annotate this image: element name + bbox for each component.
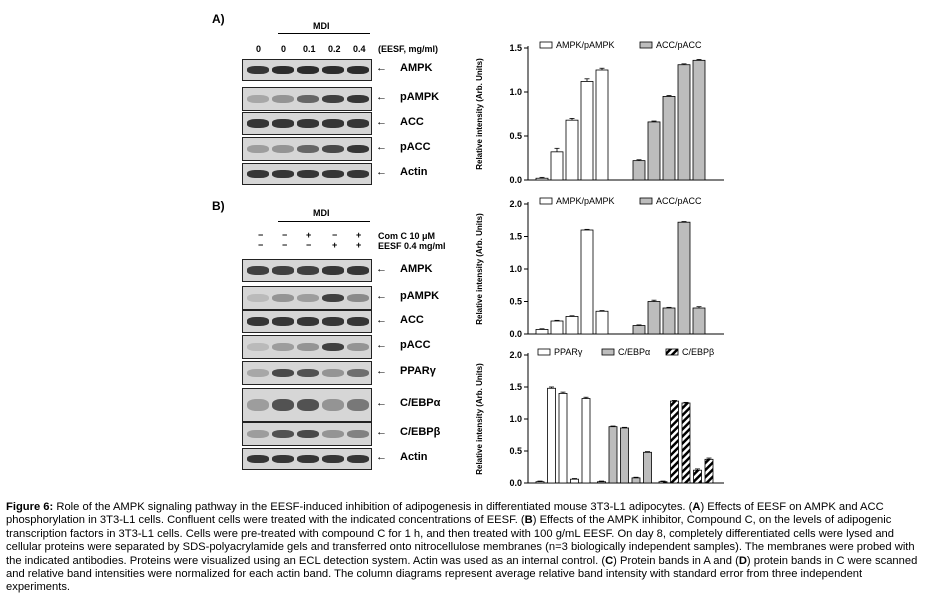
protein-band [247, 119, 269, 127]
bar [663, 308, 675, 334]
legend-swatch [538, 349, 550, 355]
protein-band [297, 430, 319, 439]
western-blot-strip [242, 422, 372, 446]
bar [678, 222, 690, 334]
bar [705, 459, 713, 483]
bar [644, 452, 652, 483]
panel-a-mdi-line [278, 33, 370, 34]
protein-band [347, 455, 369, 463]
panel-a-lane-label: 0.1 [303, 44, 316, 54]
legend-swatch [602, 349, 614, 355]
arrow-icon: ← [376, 166, 387, 178]
caption-text [6, 501, 917, 593]
caption-part: ) Effects of EESF on AMPK and ACC phosphorylation in 3T3-L1 cells. Confluent cells were treated with the indicated concentrations of EESF. ( [6, 501, 884, 527]
y-tick-label: 2.0 [509, 350, 522, 360]
treatment-sign: + [356, 240, 362, 250]
caption-part: Role of the AMPK signaling pathway in the EESF-induced inhibition of adipogenesis in differentiated mouse 3T3-L1 adipocytes. ( [53, 501, 693, 513]
protein-band [272, 343, 294, 352]
treatment-sign: − [332, 230, 338, 240]
y-tick-label: 1.0 [509, 87, 522, 97]
panel-a-label: A) [212, 12, 225, 26]
bar [693, 308, 705, 334]
protein-band [247, 343, 269, 352]
y-tick-label: 1.5 [509, 231, 522, 242]
legend-swatch [666, 349, 678, 355]
panel-a-lane-label: 0.4 [353, 44, 366, 54]
panel-b-mdi-line [278, 221, 370, 222]
bar [648, 302, 660, 335]
bar [693, 60, 705, 180]
protein-band [247, 399, 269, 412]
y-tick-label: 0.0 [509, 329, 522, 339]
arrow-icon: ← [376, 62, 387, 74]
protein-band [297, 266, 319, 274]
bar [596, 311, 608, 334]
blot-row-label: C/EBPβ [400, 426, 441, 438]
treatment-sign: + [332, 240, 338, 250]
bar [581, 81, 593, 180]
protein-band [297, 66, 319, 74]
arrow-icon: ← [376, 397, 387, 409]
protein-band [297, 294, 319, 303]
bar [536, 329, 548, 334]
protein-band [272, 266, 294, 274]
western-blot-strip [242, 361, 372, 385]
treatment-sign: − [258, 230, 264, 240]
protein-band [322, 95, 344, 104]
panel-b-eesf-label: EESF 0.4 mg/ml [378, 241, 446, 251]
bar [678, 65, 690, 180]
protein-band [272, 170, 294, 178]
western-blot-strip [242, 259, 372, 282]
y-tick-label: 0.5 [509, 296, 522, 307]
treatment-sign: + [306, 230, 312, 240]
bar [551, 321, 563, 334]
bar [671, 401, 679, 483]
protein-band [247, 430, 269, 439]
protein-band [322, 317, 344, 325]
blot-row-label: Actin [400, 166, 428, 178]
legend-swatch [540, 42, 552, 48]
protein-band [297, 317, 319, 325]
protein-band [347, 170, 369, 178]
protein-band [322, 119, 344, 127]
protein-band [297, 145, 319, 154]
y-tick-label: 2.0 [509, 199, 522, 209]
western-blot-strip [242, 137, 372, 161]
arrow-icon: ← [376, 426, 387, 438]
arrow-icon: ← [376, 262, 387, 275]
protein-band [347, 430, 369, 439]
bar [632, 478, 640, 483]
panel-a-lane-label: 0 [281, 44, 287, 54]
legend-label: PPARγ [554, 347, 583, 357]
bar [566, 316, 578, 334]
protein-band [247, 294, 269, 303]
bar [609, 427, 617, 483]
caption-part: ) Effects of the AMPK inhibitor, Compound C, on the levels of adipogenic transcription factors in 3T3-L1 cells. Cells were pre-treated with compound C for 1 h, and then treated with 100 g/mL EESF. On day 8, completely differentiated cells were lysed and cellular proteins were separated by SDS-polyacrylamide gels and transferred onto nitrocellulose membranes (n=3 biologically independent samples). The membranes were probed with the indicated antibodies. Proteins were visualized using an ECL detection system. Actin was used as an internal control. ( [6, 514, 915, 567]
protein-band [322, 455, 344, 463]
protein-band [322, 294, 344, 303]
y-axis-title: Relative intensity (Arb. Units) [475, 213, 484, 325]
caption-part: B [524, 514, 533, 527]
bar [663, 96, 675, 180]
western-blot-strip [242, 335, 372, 359]
bar [598, 482, 606, 483]
protein-band [247, 455, 269, 463]
protein-band [297, 399, 319, 412]
figure-label: Figure 6: [6, 501, 54, 513]
western-blot-strip [242, 310, 372, 333]
panel-a-mdi-label: MDI [313, 21, 330, 31]
legend-label: C/EBPβ [682, 347, 715, 357]
protein-band [247, 170, 269, 178]
protein-band [322, 66, 344, 74]
protein-band [297, 343, 319, 352]
blot-row-label: Actin [400, 451, 428, 463]
protein-band [297, 369, 319, 378]
arrow-icon: ← [376, 339, 387, 351]
protein-band [272, 119, 294, 127]
bar [682, 403, 690, 483]
bar [571, 479, 579, 483]
bar [581, 230, 593, 334]
bar [536, 482, 544, 483]
panel-b-label: B) [212, 199, 225, 213]
protein-band [272, 145, 294, 154]
protein-band [272, 95, 294, 104]
treatment-sign: + [356, 230, 362, 240]
treatment-sign: − [306, 240, 312, 250]
panel-a-lane-label: 0 [256, 44, 262, 54]
bar [621, 428, 629, 483]
y-tick-label: 1.0 [509, 414, 522, 424]
protein-band [347, 66, 369, 74]
bar [633, 161, 645, 180]
legend-label: C/EBPα [618, 347, 651, 357]
protein-band [347, 343, 369, 352]
bar [659, 482, 667, 483]
caption-part: ) protein bands in C were scanned and relative band intensities were normalized for each actin band. The column diagrams represent average relative band intensity with standard error from three independent experiments. [6, 554, 918, 594]
bar [559, 393, 567, 483]
protein-band [297, 119, 319, 127]
caption-part: ) Protein bands in A and ( [613, 554, 739, 567]
blot-row-label: pACC [400, 339, 431, 351]
blot-row-label: C/EBPα [400, 397, 441, 409]
blot-row-label: ACC [400, 313, 424, 326]
chart-d1 [470, 192, 730, 340]
arrow-icon: ← [376, 91, 387, 103]
western-blot-strip [242, 112, 372, 135]
protein-band [322, 369, 344, 378]
protein-band [247, 317, 269, 325]
protein-band [347, 369, 369, 378]
legend-swatch [540, 198, 552, 204]
western-blot-strip [242, 59, 372, 81]
protein-band [347, 317, 369, 325]
panel-a-conc-header: (EESF, mg/ml) [378, 44, 439, 54]
blot-row-label: AMPK [400, 62, 433, 74]
arrow-icon: ← [376, 141, 387, 153]
western-blot-strip [242, 163, 372, 185]
protein-band [247, 95, 269, 104]
protein-band [272, 66, 294, 74]
protein-band [247, 369, 269, 378]
protein-band [322, 266, 344, 274]
protein-band [347, 399, 369, 412]
panel-a-lane-label: 0.2 [328, 44, 341, 54]
arrow-icon: ← [376, 313, 387, 326]
western-blot-strip [242, 286, 372, 310]
y-axis-title: Relative intensity (Arb. Units) [475, 58, 484, 170]
legend-label: ACC/pACC [656, 196, 702, 206]
panel-b-comc-label: Com C 10 μM [378, 231, 436, 241]
treatment-sign: − [282, 240, 288, 250]
arrow-icon: ← [376, 290, 387, 302]
bar [648, 122, 660, 180]
blot-row-label: pAMPK [400, 290, 440, 302]
caption-part: C [605, 554, 614, 567]
y-tick-label: 0.0 [509, 478, 522, 488]
protein-band [272, 399, 294, 412]
panel-b-mdi-label: MDI [313, 208, 330, 218]
blot-row-label: ACC [400, 115, 424, 128]
bar [582, 399, 590, 483]
legend-label: AMPK/pAMPK [556, 196, 615, 206]
bar [694, 470, 702, 483]
protein-band [322, 145, 344, 154]
protein-band [322, 343, 344, 352]
caption-part: D [738, 554, 747, 567]
y-tick-label: 1.5 [509, 43, 522, 53]
western-blot-strip [242, 87, 372, 111]
legend-label: AMPK/pAMPK [556, 40, 615, 50]
treatment-sign: − [282, 230, 288, 240]
y-axis-title: Relative intensity (Arb. Units) [475, 363, 484, 475]
protein-band [272, 294, 294, 303]
figure-caption [6, 501, 928, 595]
blot-row-label: pAMPK [400, 91, 440, 103]
blot-row-label: PPARγ [400, 365, 436, 377]
protein-band [347, 145, 369, 154]
y-tick-label: 0.0 [509, 175, 522, 185]
protein-band [297, 170, 319, 178]
arrow-icon: ← [376, 115, 387, 128]
protein-band [322, 170, 344, 178]
protein-band [347, 294, 369, 303]
western-blot-strip [242, 388, 372, 422]
protein-band [247, 145, 269, 154]
y-tick-label: 0.5 [509, 446, 522, 456]
bar [551, 152, 563, 180]
legend-label: ACC/pACC [656, 40, 702, 50]
protein-band [247, 266, 269, 274]
protein-band [272, 317, 294, 325]
arrow-icon: ← [376, 451, 387, 463]
chart-d2 [470, 343, 730, 493]
protein-band [247, 66, 269, 74]
treatment-sign: − [258, 240, 264, 250]
bar [566, 120, 578, 180]
y-tick-label: 1.5 [509, 382, 522, 392]
bar [596, 70, 608, 180]
protein-band [347, 266, 369, 274]
bar [536, 178, 548, 180]
protein-band [322, 430, 344, 439]
protein-band [297, 455, 319, 463]
legend-swatch [640, 198, 652, 204]
western-blot-strip [242, 448, 372, 470]
chart-c [470, 36, 730, 186]
arrow-icon: ← [376, 365, 387, 377]
bar [633, 326, 645, 334]
protein-band [322, 399, 344, 412]
blot-row-label: pACC [400, 141, 431, 153]
y-tick-label: 0.5 [509, 131, 522, 141]
bar [548, 388, 556, 483]
protein-band [272, 430, 294, 439]
protein-band [347, 95, 369, 104]
protein-band [272, 455, 294, 463]
protein-band [272, 369, 294, 378]
protein-band [347, 119, 369, 127]
legend-swatch [640, 42, 652, 48]
protein-band [297, 95, 319, 104]
blot-row-label: AMPK [400, 262, 433, 275]
caption-part: A [692, 501, 701, 513]
y-tick-label: 1.0 [509, 264, 522, 274]
